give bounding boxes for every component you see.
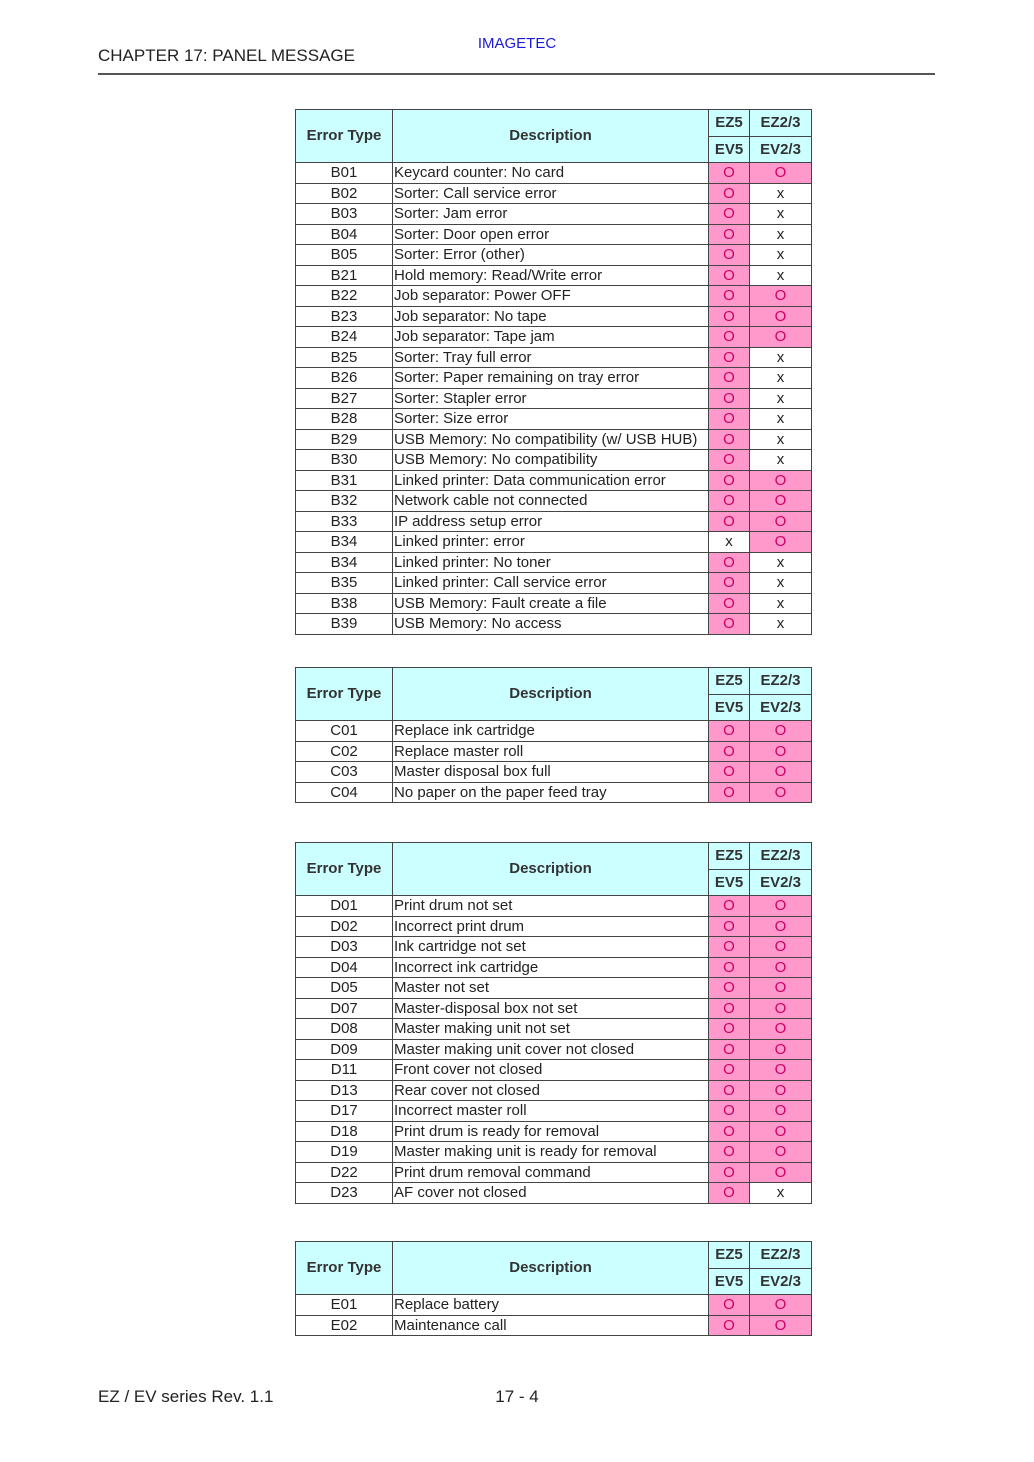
table-row [296,1080,812,1101]
error-description: Replace battery [393,1295,709,1316]
table-row [296,388,812,409]
table-row [296,741,812,762]
error-code: D11 [296,1060,393,1081]
error-code: C03 [296,762,393,783]
header-error-type: Error Type [296,843,393,896]
table-row [296,245,812,266]
error-description: Master not set [393,978,709,999]
ez23-support-mark: x [750,409,812,430]
ez5-support-mark: O [709,782,750,803]
header-ev5: EV5 [709,869,750,896]
error-description: Sorter: Door open error [393,224,709,245]
error-code: C04 [296,782,393,803]
error-description: Ink cartridge not set [393,937,709,958]
ez23-support-mark: x [750,245,812,266]
ez5-support-mark: O [709,957,750,978]
error-code: D23 [296,1183,393,1204]
error-code: B03 [296,204,393,225]
ez23-support-mark: O [750,937,812,958]
table-row [296,573,812,594]
error-description: Sorter: Call service error [393,183,709,204]
table-row [296,1019,812,1040]
brand-name: IMAGETEC [477,35,557,52]
error-description: Sorter: Paper remaining on tray error [393,368,709,389]
ez5-support-mark: O [709,491,750,512]
error-description: Sorter: Jam error [393,204,709,225]
header-ev23: EV2/3 [750,1268,812,1295]
table-row [296,470,812,491]
ez23-support-mark: O [750,327,812,348]
error-code: D08 [296,1019,393,1040]
error-description: Master making unit is ready for removal [393,1142,709,1163]
ez5-support-mark: O [709,1060,750,1081]
ez5-support-mark: O [709,183,750,204]
error-description: USB Memory: No access [393,614,709,635]
error-description: Print drum removal command [393,1162,709,1183]
table-row [296,224,812,245]
header-description: Description [393,1242,709,1295]
error-description: Linked printer: error [393,532,709,553]
ez23-support-mark: O [750,1101,812,1122]
error-code: D03 [296,937,393,958]
ez5-support-mark: O [709,762,750,783]
ez23-support-mark: O [750,1162,812,1183]
table-row [296,327,812,348]
ez5-support-mark: O [709,368,750,389]
ez5-support-mark: O [709,245,750,266]
ez5-support-mark: O [709,224,750,245]
ez23-support-mark: O [750,1295,812,1316]
error-description: AF cover not closed [393,1183,709,1204]
table-row [296,368,812,389]
table-header-row [296,668,812,695]
ez23-support-mark: x [750,388,812,409]
error-description: IP address setup error [393,511,709,532]
error-code: E01 [296,1295,393,1316]
error-code: B34 [296,552,393,573]
table-row [296,1060,812,1081]
table-row [296,1162,812,1183]
table-row [296,183,812,204]
ez23-support-mark: O [750,998,812,1019]
table-header-row [296,843,812,870]
table-row [296,721,812,742]
table-row [296,896,812,917]
error-code: B05 [296,245,393,266]
error-description: Sorter: Stapler error [393,388,709,409]
error-description: Job separator: Power OFF [393,286,709,307]
ez5-support-mark: O [709,1142,750,1163]
table-row [296,552,812,573]
ez23-support-mark: O [750,286,812,307]
error-code: B35 [296,573,393,594]
header-ez5: EZ5 [709,110,750,137]
table-header-row [296,110,812,137]
ez5-support-mark: O [709,204,750,225]
error-code: B23 [296,306,393,327]
ez5-support-mark: O [709,1183,750,1204]
error-description: Keycard counter: No card [393,163,709,184]
error-code: D22 [296,1162,393,1183]
ez5-support-mark: O [709,978,750,999]
table-row [296,1295,812,1316]
error-code: D19 [296,1142,393,1163]
error-code: B26 [296,368,393,389]
ez5-support-mark: O [709,1019,750,1040]
ez23-support-mark: O [750,306,812,327]
ez23-support-mark: O [750,721,812,742]
error-description: Front cover not closed [393,1060,709,1081]
ez23-support-mark: O [750,782,812,803]
ez23-support-mark: O [750,470,812,491]
table-row [296,532,812,553]
ez23-support-mark: O [750,1142,812,1163]
ez23-support-mark: x [750,552,812,573]
header-error-type: Error Type [296,110,393,163]
header-ev5: EV5 [709,694,750,721]
error-code: B22 [296,286,393,307]
table-row [296,409,812,430]
error-description: No paper on the paper feed tray [393,782,709,803]
ez5-support-mark: O [709,409,750,430]
header-ev5: EV5 [709,1268,750,1295]
ez5-support-mark: O [709,916,750,937]
error-code: B39 [296,614,393,635]
error-description: Job separator: No tape [393,306,709,327]
table-row [296,306,812,327]
error-description: Incorrect master roll [393,1101,709,1122]
ez5-support-mark: O [709,1121,750,1142]
header-error-type: Error Type [296,1242,393,1295]
ez23-support-mark: x [750,593,812,614]
ez5-support-mark: O [709,347,750,368]
ez5-support-mark: O [709,1039,750,1060]
ez23-support-mark: O [750,511,812,532]
ez5-support-mark: O [709,306,750,327]
ez23-support-mark: x [750,347,812,368]
ez23-support-mark: O [750,163,812,184]
error-table [295,1241,812,1336]
header-error-type: Error Type [296,668,393,721]
ez5-support-mark: O [709,741,750,762]
error-description: Linked printer: Call service error [393,573,709,594]
ez23-support-mark: x [750,204,812,225]
ez23-support-mark: O [750,532,812,553]
table-row [296,1142,812,1163]
error-description: Network cable not connected [393,491,709,512]
error-code: B29 [296,429,393,450]
error-code: B04 [296,224,393,245]
error-code: B33 [296,511,393,532]
header-ev23: EV2/3 [750,869,812,896]
table-row [296,347,812,368]
error-table [295,109,812,635]
error-description: Job separator: Tape jam [393,327,709,348]
error-description: Print drum is ready for removal [393,1121,709,1142]
ez5-support-mark: O [709,511,750,532]
ez23-support-mark: x [750,265,812,286]
ez5-support-mark: O [709,450,750,471]
error-description: Maintenance call [393,1315,709,1336]
ez5-support-mark: x [709,532,750,553]
ez5-support-mark: O [709,388,750,409]
error-description: Hold memory: Read/Write error [393,265,709,286]
header-ev5: EV5 [709,136,750,163]
ez23-support-mark: O [750,1080,812,1101]
error-description: Sorter: Tray full error [393,347,709,368]
error-description: Replace master roll [393,741,709,762]
ez5-support-mark: O [709,998,750,1019]
ez5-support-mark: O [709,163,750,184]
table-row [296,614,812,635]
header-ez5: EZ5 [709,1242,750,1269]
error-code: B25 [296,347,393,368]
ez5-support-mark: O [709,896,750,917]
ez23-support-mark: x [750,224,812,245]
table-row [296,998,812,1019]
error-code: D05 [296,978,393,999]
error-code: C01 [296,721,393,742]
table-row [296,1183,812,1204]
table-row [296,937,812,958]
ez23-support-mark: O [750,1060,812,1081]
ez5-support-mark: O [709,552,750,573]
error-code: B30 [296,450,393,471]
error-description: Replace ink cartridge [393,721,709,742]
table-row [296,265,812,286]
error-description: Rear cover not closed [393,1080,709,1101]
header-ez5: EZ5 [709,668,750,695]
ez5-support-mark: O [709,1101,750,1122]
table-row [296,1315,812,1336]
error-code: D18 [296,1121,393,1142]
chapter-title: CHAPTER 17: PANEL MESSAGE [98,46,355,65]
error-code: C02 [296,741,393,762]
header-ez23: EZ2/3 [750,1242,812,1269]
error-description: USB Memory: No compatibility (w/ USB HUB) [393,429,709,450]
error-code: B02 [296,183,393,204]
error-description: USB Memory: No compatibility [393,450,709,471]
error-description: Incorrect ink cartridge [393,957,709,978]
table-row [296,957,812,978]
error-code: B27 [296,388,393,409]
ez23-support-mark: x [750,368,812,389]
error-description: Master making unit not set [393,1019,709,1040]
ez23-support-mark: O [750,957,812,978]
table-row [296,762,812,783]
ez5-support-mark: O [709,327,750,348]
ez23-support-mark: x [750,183,812,204]
error-description: Master-disposal box not set [393,998,709,1019]
ez23-support-mark: O [750,762,812,783]
ez5-support-mark: O [709,286,750,307]
table-row [296,1039,812,1060]
table-row [296,429,812,450]
error-code: B38 [296,593,393,614]
error-code: D13 [296,1080,393,1101]
ez5-support-mark: O [709,1295,750,1316]
ez5-support-mark: O [709,1080,750,1101]
ez5-support-mark: O [709,573,750,594]
ez23-support-mark: x [750,450,812,471]
error-code: D17 [296,1101,393,1122]
table-row [296,978,812,999]
header-description: Description [393,110,709,163]
error-description: Sorter: Error (other) [393,245,709,266]
table-row [296,450,812,471]
error-description: Linked printer: No toner [393,552,709,573]
header-description: Description [393,668,709,721]
ez5-support-mark: O [709,721,750,742]
ez23-support-mark: x [750,429,812,450]
ez23-support-mark: O [750,1019,812,1040]
header-ez23: EZ2/3 [750,668,812,695]
ez23-support-mark: O [750,1121,812,1142]
ez23-support-mark: O [750,978,812,999]
ez23-support-mark: O [750,741,812,762]
header-description: Description [393,843,709,896]
error-code: D07 [296,998,393,1019]
error-code: B32 [296,491,393,512]
error-code: B34 [296,532,393,553]
error-code: D04 [296,957,393,978]
table-row [296,1121,812,1142]
table-row [296,204,812,225]
ez5-support-mark: O [709,1315,750,1336]
error-code: B31 [296,470,393,491]
table-row [296,286,812,307]
ez5-support-mark: O [709,614,750,635]
error-description: Incorrect print drum [393,916,709,937]
error-description: Print drum not set [393,896,709,917]
error-code: B28 [296,409,393,430]
header-ez23: EZ2/3 [750,843,812,870]
ez5-support-mark: O [709,593,750,614]
ez5-support-mark: O [709,937,750,958]
ez23-support-mark: O [750,896,812,917]
error-table [295,842,812,1204]
table-header-row [296,1242,812,1269]
error-description: Master making unit cover not closed [393,1039,709,1060]
error-description: Linked printer: Data communication error [393,470,709,491]
ez23-support-mark: x [750,1183,812,1204]
header-rule [98,73,935,75]
header-ev23: EV2/3 [750,694,812,721]
ez23-support-mark: x [750,614,812,635]
ez5-support-mark: O [709,470,750,491]
error-code: D09 [296,1039,393,1060]
ez23-support-mark: O [750,1039,812,1060]
table-row [296,782,812,803]
error-description: USB Memory: Fault create a file [393,593,709,614]
table-row [296,593,812,614]
error-code: D02 [296,916,393,937]
error-description: Sorter: Size error [393,409,709,430]
header-ev23: EV2/3 [750,136,812,163]
ez5-support-mark: O [709,1162,750,1183]
ez5-support-mark: O [709,429,750,450]
ez23-support-mark: O [750,1315,812,1336]
ez5-support-mark: O [709,265,750,286]
footer-page-number: 17 - 4 [495,1387,539,1406]
header-ez23: EZ2/3 [750,110,812,137]
footer-revision: EZ / EV series Rev. 1.1 [98,1387,274,1406]
table-row [296,916,812,937]
error-table [295,667,812,803]
error-code: B24 [296,327,393,348]
ez23-support-mark: O [750,916,812,937]
table-row [296,1101,812,1122]
table-row [296,163,812,184]
table-row [296,511,812,532]
error-description: Master disposal box full [393,762,709,783]
error-code: D01 [296,896,393,917]
error-code: B21 [296,265,393,286]
header-ez5: EZ5 [709,843,750,870]
error-code: B01 [296,163,393,184]
ez23-support-mark: O [750,491,812,512]
ez23-support-mark: x [750,573,812,594]
error-code: E02 [296,1315,393,1336]
table-row [296,491,812,512]
